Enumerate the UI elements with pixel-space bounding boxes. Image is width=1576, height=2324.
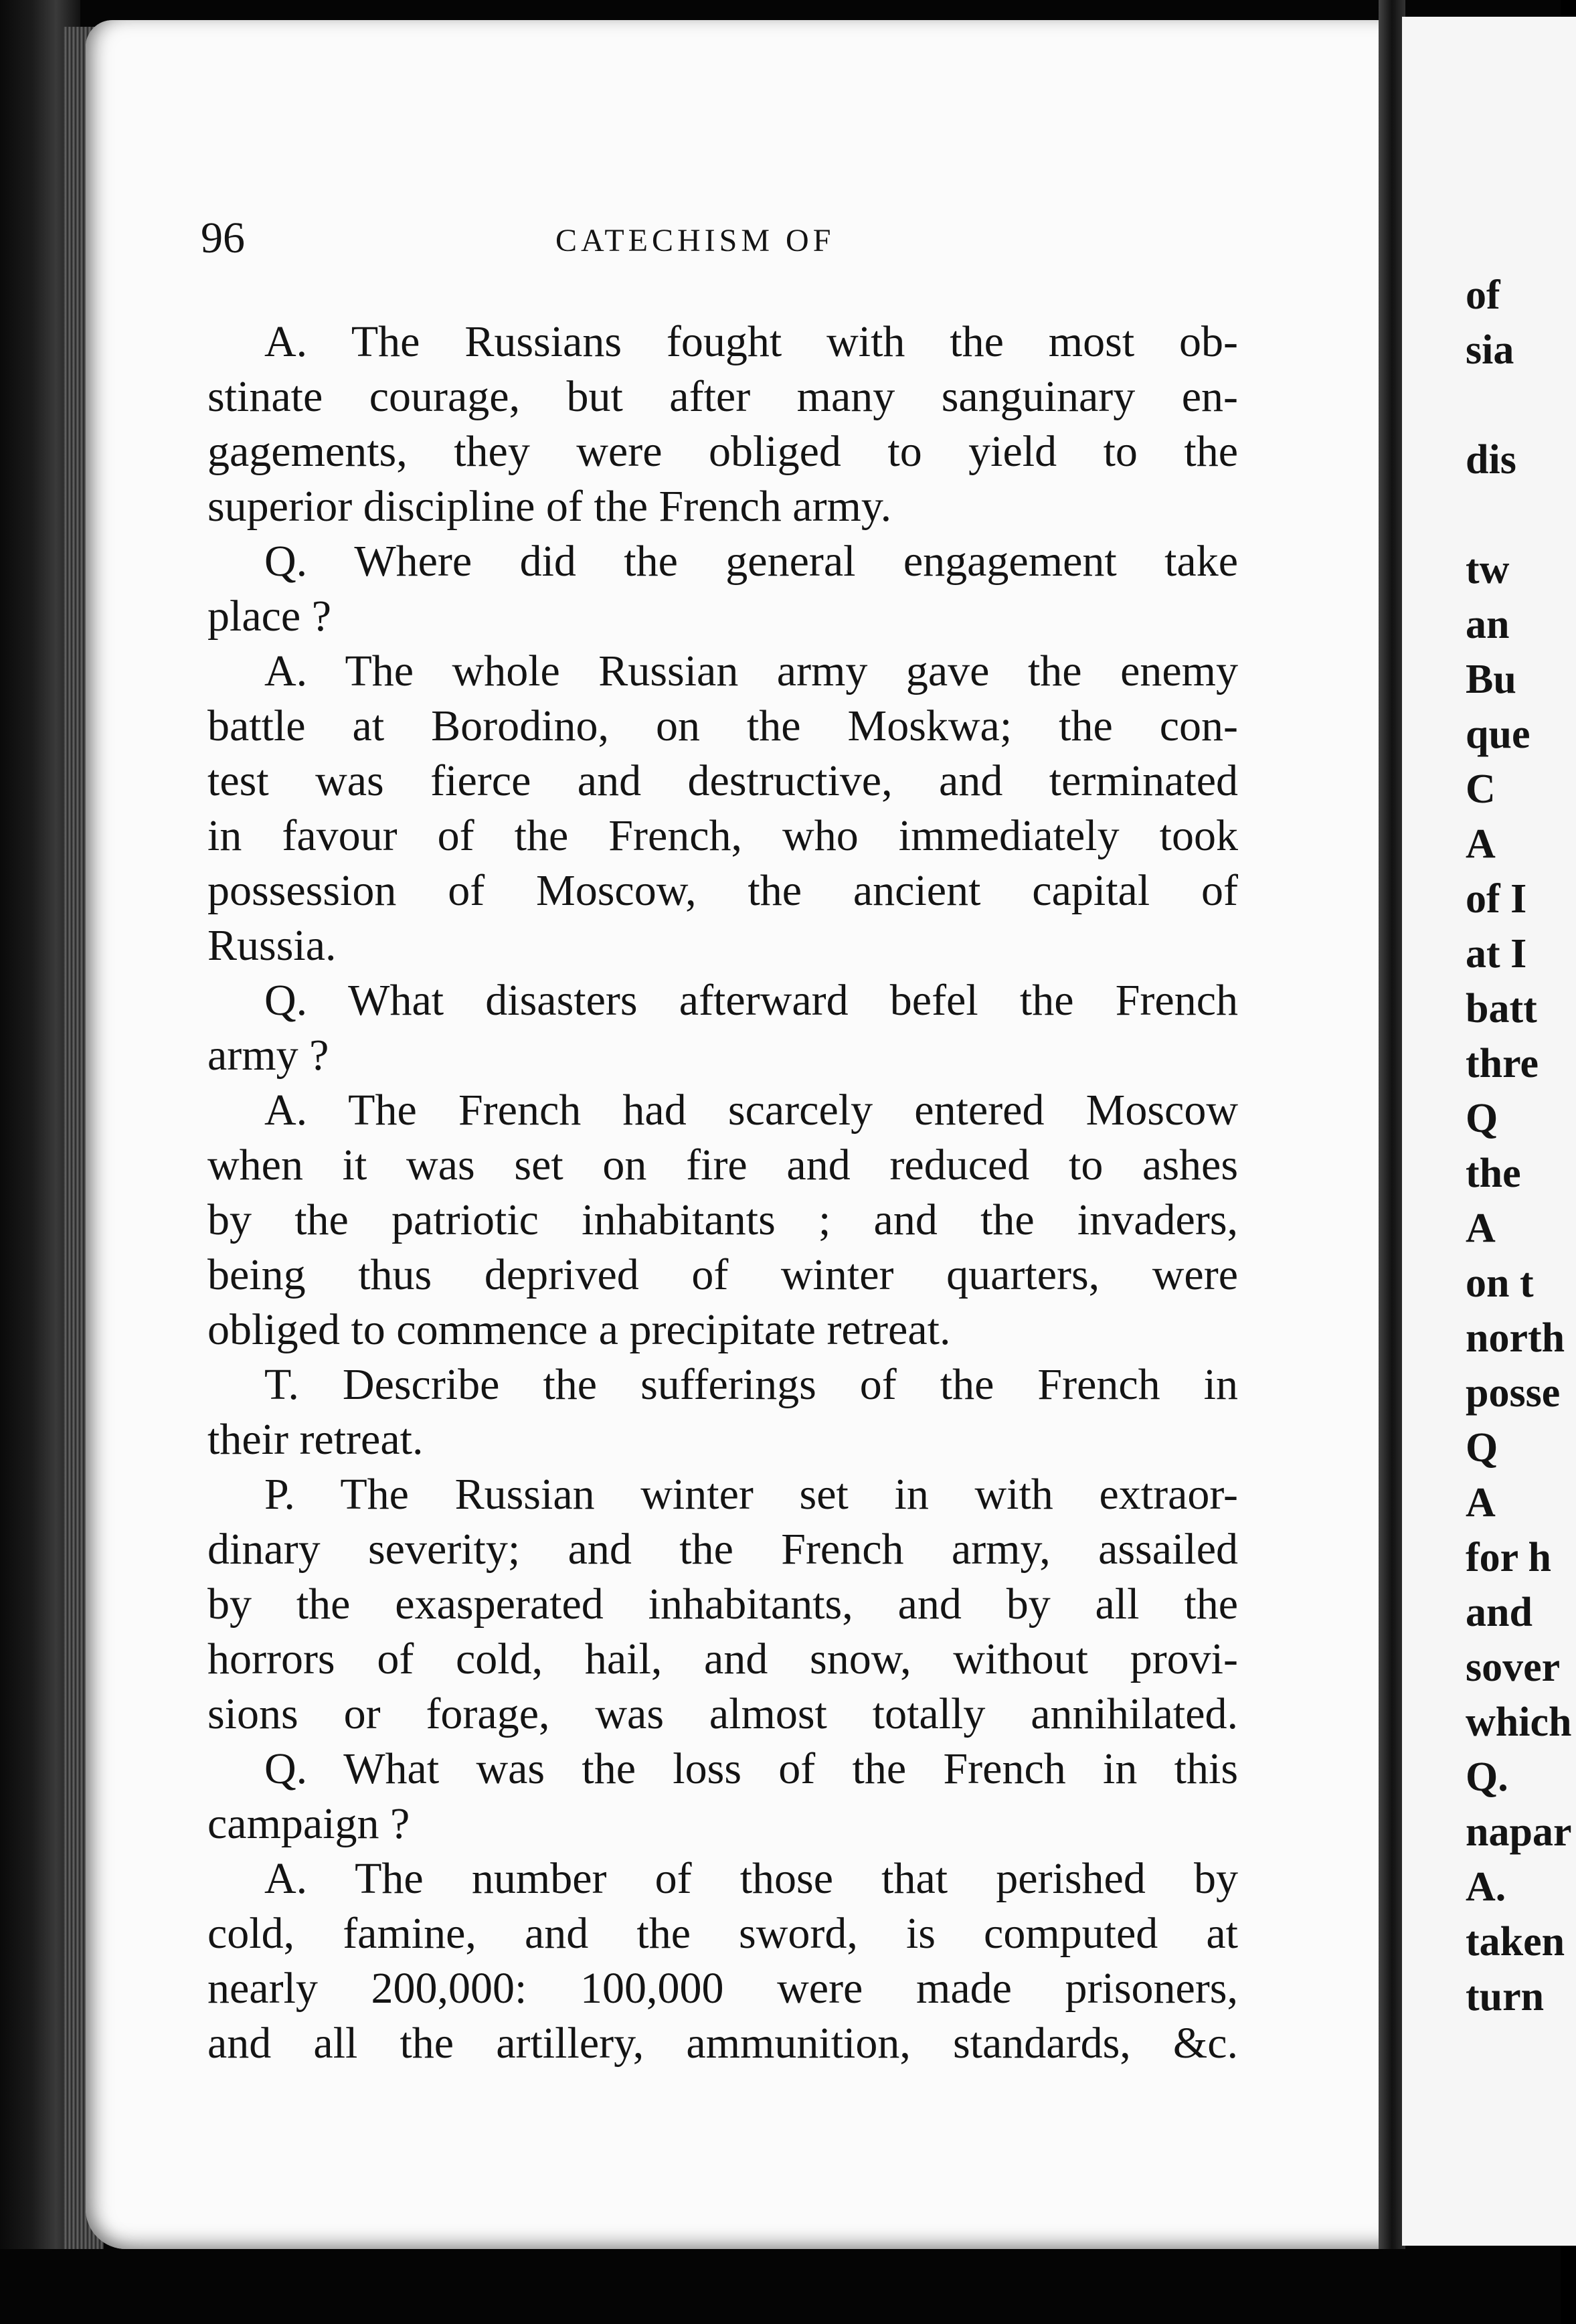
facing-text-line: the — [1466, 1151, 1521, 1196]
facing-text-line: on t — [1466, 1260, 1534, 1306]
facing-text-line: sover — [1466, 1645, 1561, 1690]
facing-text-line: which — [1466, 1699, 1572, 1745]
facing-text-line: taken — [1466, 1919, 1565, 1965]
bottom-shadow — [0, 2249, 1561, 2324]
text-line: test was fierce and destructive, and terminated — [207, 756, 1238, 805]
facing-text-line: of — [1466, 272, 1500, 318]
facing-text-line: Q. — [1466, 1754, 1508, 1800]
running-head — [201, 213, 1245, 273]
text-line: possession of Moscow, the ancient capital of — [207, 866, 1238, 915]
facing-text-line: posse — [1466, 1370, 1561, 1416]
text-line: army ? — [207, 1031, 329, 1080]
page-number: 96 — [201, 214, 245, 262]
text-line: by the patriotic inhabitants ; and the invaders, — [207, 1195, 1238, 1244]
text-line: battle at Borodino, on the Moskwa; the con- — [207, 701, 1238, 750]
facing-text-line: napar — [1466, 1809, 1572, 1855]
text-line: nearly 200,000: 100,000 were made prisoners, — [207, 1964, 1238, 2013]
facing-text-line — [1466, 378, 1561, 432]
facing-text-line: A — [1466, 821, 1496, 867]
text-line: Q. What was the loss of the French in this — [264, 1744, 1238, 1793]
facing-text-line: an — [1466, 602, 1510, 647]
facing-text-line: and — [1466, 1590, 1533, 1635]
facing-text-line: sia — [1466, 327, 1514, 373]
running-title: CATECHISM OF — [555, 223, 835, 258]
facing-text-line: thre — [1466, 1041, 1539, 1086]
facing-text-line: dis — [1466, 437, 1516, 483]
book-gutter — [1379, 0, 1405, 2276]
text-line: stinate courage, but after many sanguinary en- — [207, 372, 1238, 421]
facing-text-line: for h — [1466, 1535, 1552, 1580]
text-line: Q. What disasters afterward befel the French — [264, 976, 1238, 1025]
text-line: in favour of the French, who immediately took — [207, 811, 1238, 860]
facing-text-line: at I — [1466, 931, 1527, 977]
facing-text-line: C — [1466, 766, 1496, 812]
text-line: gagements, they were obliged to yield to the — [207, 427, 1238, 476]
facing-page-text — [1466, 268, 1572, 2024]
facing-text-line: tw — [1466, 547, 1510, 592]
text-line: T. Describe the sufferings of the French in — [264, 1360, 1238, 1409]
text-line: horrors of cold, hail, and snow, without provi- — [207, 1635, 1238, 1683]
text-line: obliged to commence a precipitate retreat. — [207, 1305, 951, 1354]
text-line: Q. Where did the general engagement take — [264, 537, 1238, 586]
text-line: cold, famine, and the sword, is computed at — [207, 1909, 1238, 1958]
facing-text-line: north — [1466, 1315, 1565, 1361]
text-line: their retreat. — [207, 1415, 424, 1464]
text-line: Russia. — [207, 921, 337, 970]
text-line: superior discipline of the French army. — [207, 482, 892, 531]
text-line: when it was set on fire and reduced to ashes — [207, 1141, 1238, 1189]
text-line: place ? — [207, 592, 332, 641]
facing-text-line: turn — [1466, 1974, 1545, 2019]
text-line: campaign ? — [207, 1799, 410, 1848]
text-line: dinary severity; and the French army, assailed — [207, 1525, 1238, 1574]
text-line: sions or forage, was almost totally annihilated. — [207, 1689, 1238, 1738]
facing-text-line: Q — [1466, 1096, 1498, 1141]
facing-text-line — [1466, 487, 1561, 542]
facing-text-line: A. — [1466, 1864, 1506, 1910]
text-line: and all the artillery, ammunition, standards, &c. — [207, 2019, 1238, 2068]
text-line: P. The Russian winter set in with extraor- — [264, 1470, 1238, 1519]
text-line: by the exasperated inhabitants, and by all the — [207, 1580, 1238, 1629]
text-line: A. The whole Russian army gave the enemy — [264, 647, 1238, 695]
text-line: A. The Russians fought with the most ob- — [264, 317, 1238, 366]
facing-text-line: batt — [1466, 986, 1537, 1031]
facing-text-line: que — [1466, 712, 1530, 757]
facing-text-line: A — [1466, 1206, 1496, 1251]
text-line: A. The French had scarcely entered Moscow — [264, 1086, 1238, 1135]
facing-text-line: A — [1466, 1480, 1496, 1525]
text-line: A. The number of those that perished by — [264, 1854, 1238, 1903]
facing-text-line: of I — [1466, 876, 1527, 922]
page-body-text — [207, 315, 1238, 2071]
text-line: being thus deprived of winter quarters, were — [207, 1250, 1238, 1299]
facing-text-line: Bu — [1466, 657, 1516, 702]
facing-text-line: Q — [1466, 1425, 1498, 1471]
